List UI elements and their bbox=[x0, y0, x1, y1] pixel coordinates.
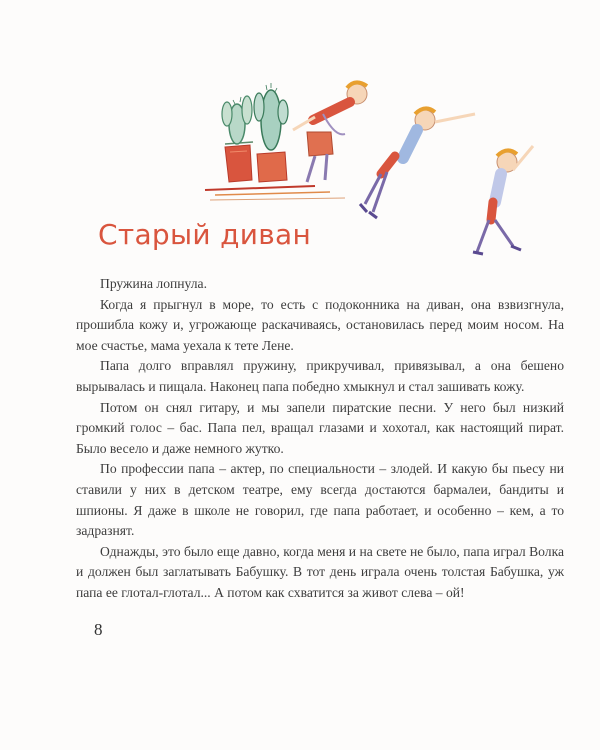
boy-flying bbox=[360, 108, 475, 218]
paragraph: Потом он снял гитару, и мы запели пиратские песни. У него был низкий громкий голос – бас. Папа пел, вращал глазами и хохотал, как настоящий пират. Было весело и даже немного жутко. bbox=[76, 399, 564, 456]
paragraph: Однажды, это было еще давно, когда меня и на свете не было, папа играл Волка и должен был заглатывать Бабушку. В тот день играла очень толстая Бабушка, уж папа ее глотал-глотал... А потом как схватится за живот слева – ой! bbox=[76, 543, 564, 600]
page-number: 8 bbox=[94, 620, 103, 639]
cactus-pots bbox=[222, 83, 288, 182]
paragraph: Пружина лопнула. bbox=[100, 276, 207, 291]
paragraph: Когда я прыгнул в море, то есть с подоконника на диван, она взвизгнула, прошибла кожу и, угрожающе раскачиваясь, остановилась перед моим носом. На мое счастье, мама уехала к тете Лене. bbox=[76, 296, 564, 353]
chapter-text bbox=[76, 274, 564, 604]
paragraph: Папа долго вправлял пружину, прикручивал, привязывал, а она бешено вырывалась и пищала. Наконец папа победно хмыкнул и стал зашивать кожу. bbox=[76, 358, 564, 394]
paragraph: По профессии папа – актер, по специальности – злодей. И какую бы пьесу ни ставили у них в детском театре, ему всегда достаются бармалеи, бандиты и шпионы. Я даже в школе не говорил, где папа работает, и особенно – кем, а то задразнят. bbox=[76, 461, 564, 539]
window-sill bbox=[205, 186, 345, 200]
boy-landing bbox=[473, 146, 533, 254]
boy-on-sill bbox=[293, 82, 367, 182]
chapter-title: Старый диван bbox=[98, 218, 312, 251]
